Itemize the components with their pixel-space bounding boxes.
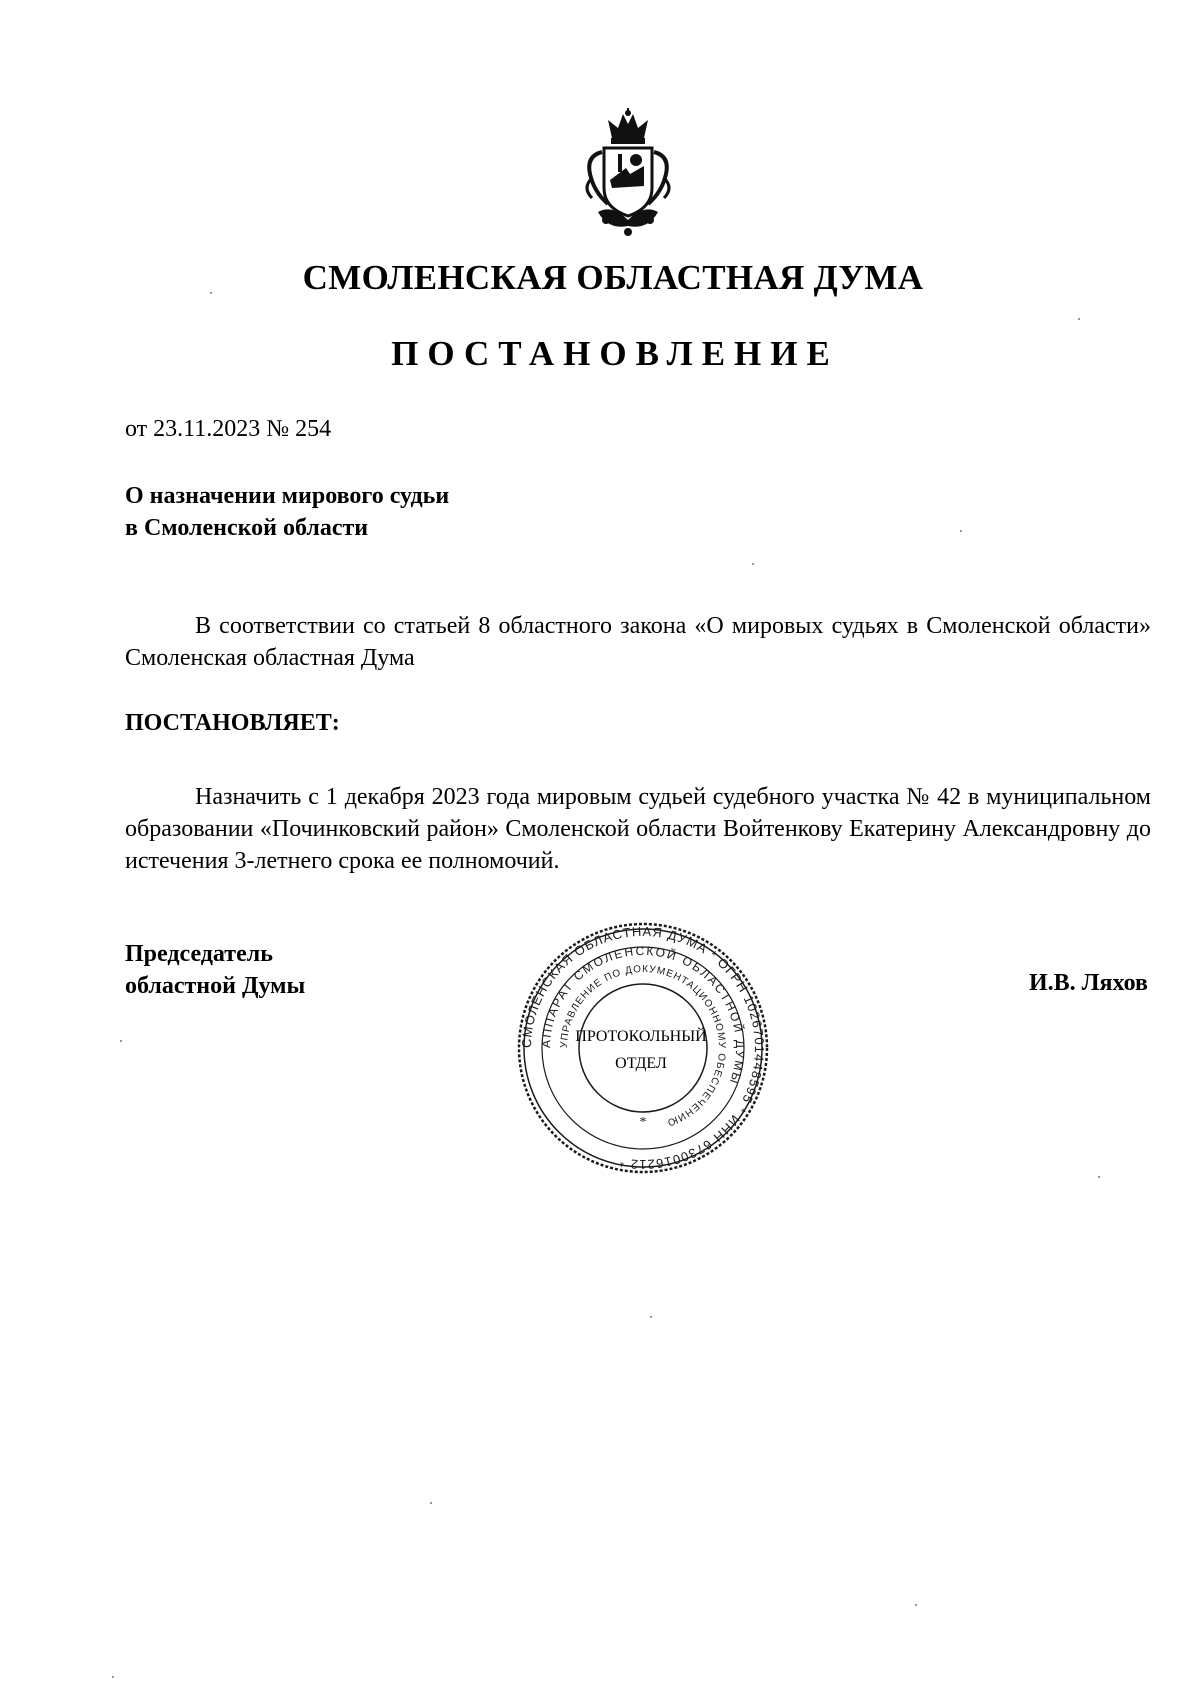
resolves-heading: ПОСТАНОВЛЯЕТ: xyxy=(125,710,340,736)
seal-outer-ring-text: СМОЛЕНСКАЯ ОБЛАСТНАЯ ДУМА * ОГРН 1026701448595 * ИНН 6730016212 * xyxy=(518,923,768,1173)
smolensk-coat-of-arms-icon xyxy=(578,108,678,240)
document-date-number: от 23.11.2023 № 254 xyxy=(125,416,332,442)
scan-speck xyxy=(650,1316,652,1318)
scan-speck xyxy=(960,530,962,532)
preamble-paragraph xyxy=(125,610,1151,674)
document-subject xyxy=(125,480,449,544)
subject-line-2: в Смоленской области xyxy=(125,515,369,541)
seal-center-line-2: ОТДЕЛ xyxy=(615,1055,667,1072)
scan-speck xyxy=(112,1676,114,1678)
scan-speck xyxy=(430,1502,432,1504)
seal-inner-ring-text: УПРАВЛЕНИЕ ПО ДОКУМЕНТАЦИОННОМУ ОБЕСПЕЧЕНИЮ xyxy=(558,963,728,1129)
preamble-text: В соответствии со статьей 8 областного закона «О мировых судьях в Смоленской области» Смоленская областная Дума xyxy=(125,613,1151,671)
scan-speck xyxy=(752,563,754,565)
seal-center-line-1: ПРОТОКОЛЬНЫЙ xyxy=(575,1028,707,1045)
subject-line-1: О назначении мирового судьи xyxy=(125,483,450,509)
scan-speck xyxy=(120,1040,122,1042)
signatory-title xyxy=(125,938,305,1002)
scan-speck xyxy=(1098,1176,1100,1178)
decision-paragraph xyxy=(125,781,1151,877)
signatory-title-line-1: Председатель xyxy=(125,941,273,967)
organization-title: СМОЛЕНСКАЯ ОБЛАСТНАЯ ДУМА xyxy=(302,258,924,297)
signatory-name: И.В. Ляхов xyxy=(1029,970,1148,996)
signatory-title-line-2: областной Думы xyxy=(125,973,306,999)
svg-text:*: * xyxy=(639,1115,647,1130)
scan-speck xyxy=(210,292,212,294)
seal-center-text xyxy=(575,1023,707,1077)
decision-text: Назначить с 1 декабря 2023 года мировым судьей судебного участка № 42 в муниципальном образовании «Починковский район» Смоленской области Войтенкову Екатерину Александровну до истечения 3-летнего срока ее полномочий. xyxy=(125,784,1151,874)
seal-middle-ring-text: АППАРАТ СМОЛЕНСКОЙ ОБЛАСТНОЙ ДУМЫ xyxy=(538,943,748,1088)
scan-speck xyxy=(1078,318,1080,320)
scan-speck xyxy=(915,1604,917,1606)
document-type-title: ПОСТАНОВЛЕНИЕ xyxy=(391,334,839,373)
